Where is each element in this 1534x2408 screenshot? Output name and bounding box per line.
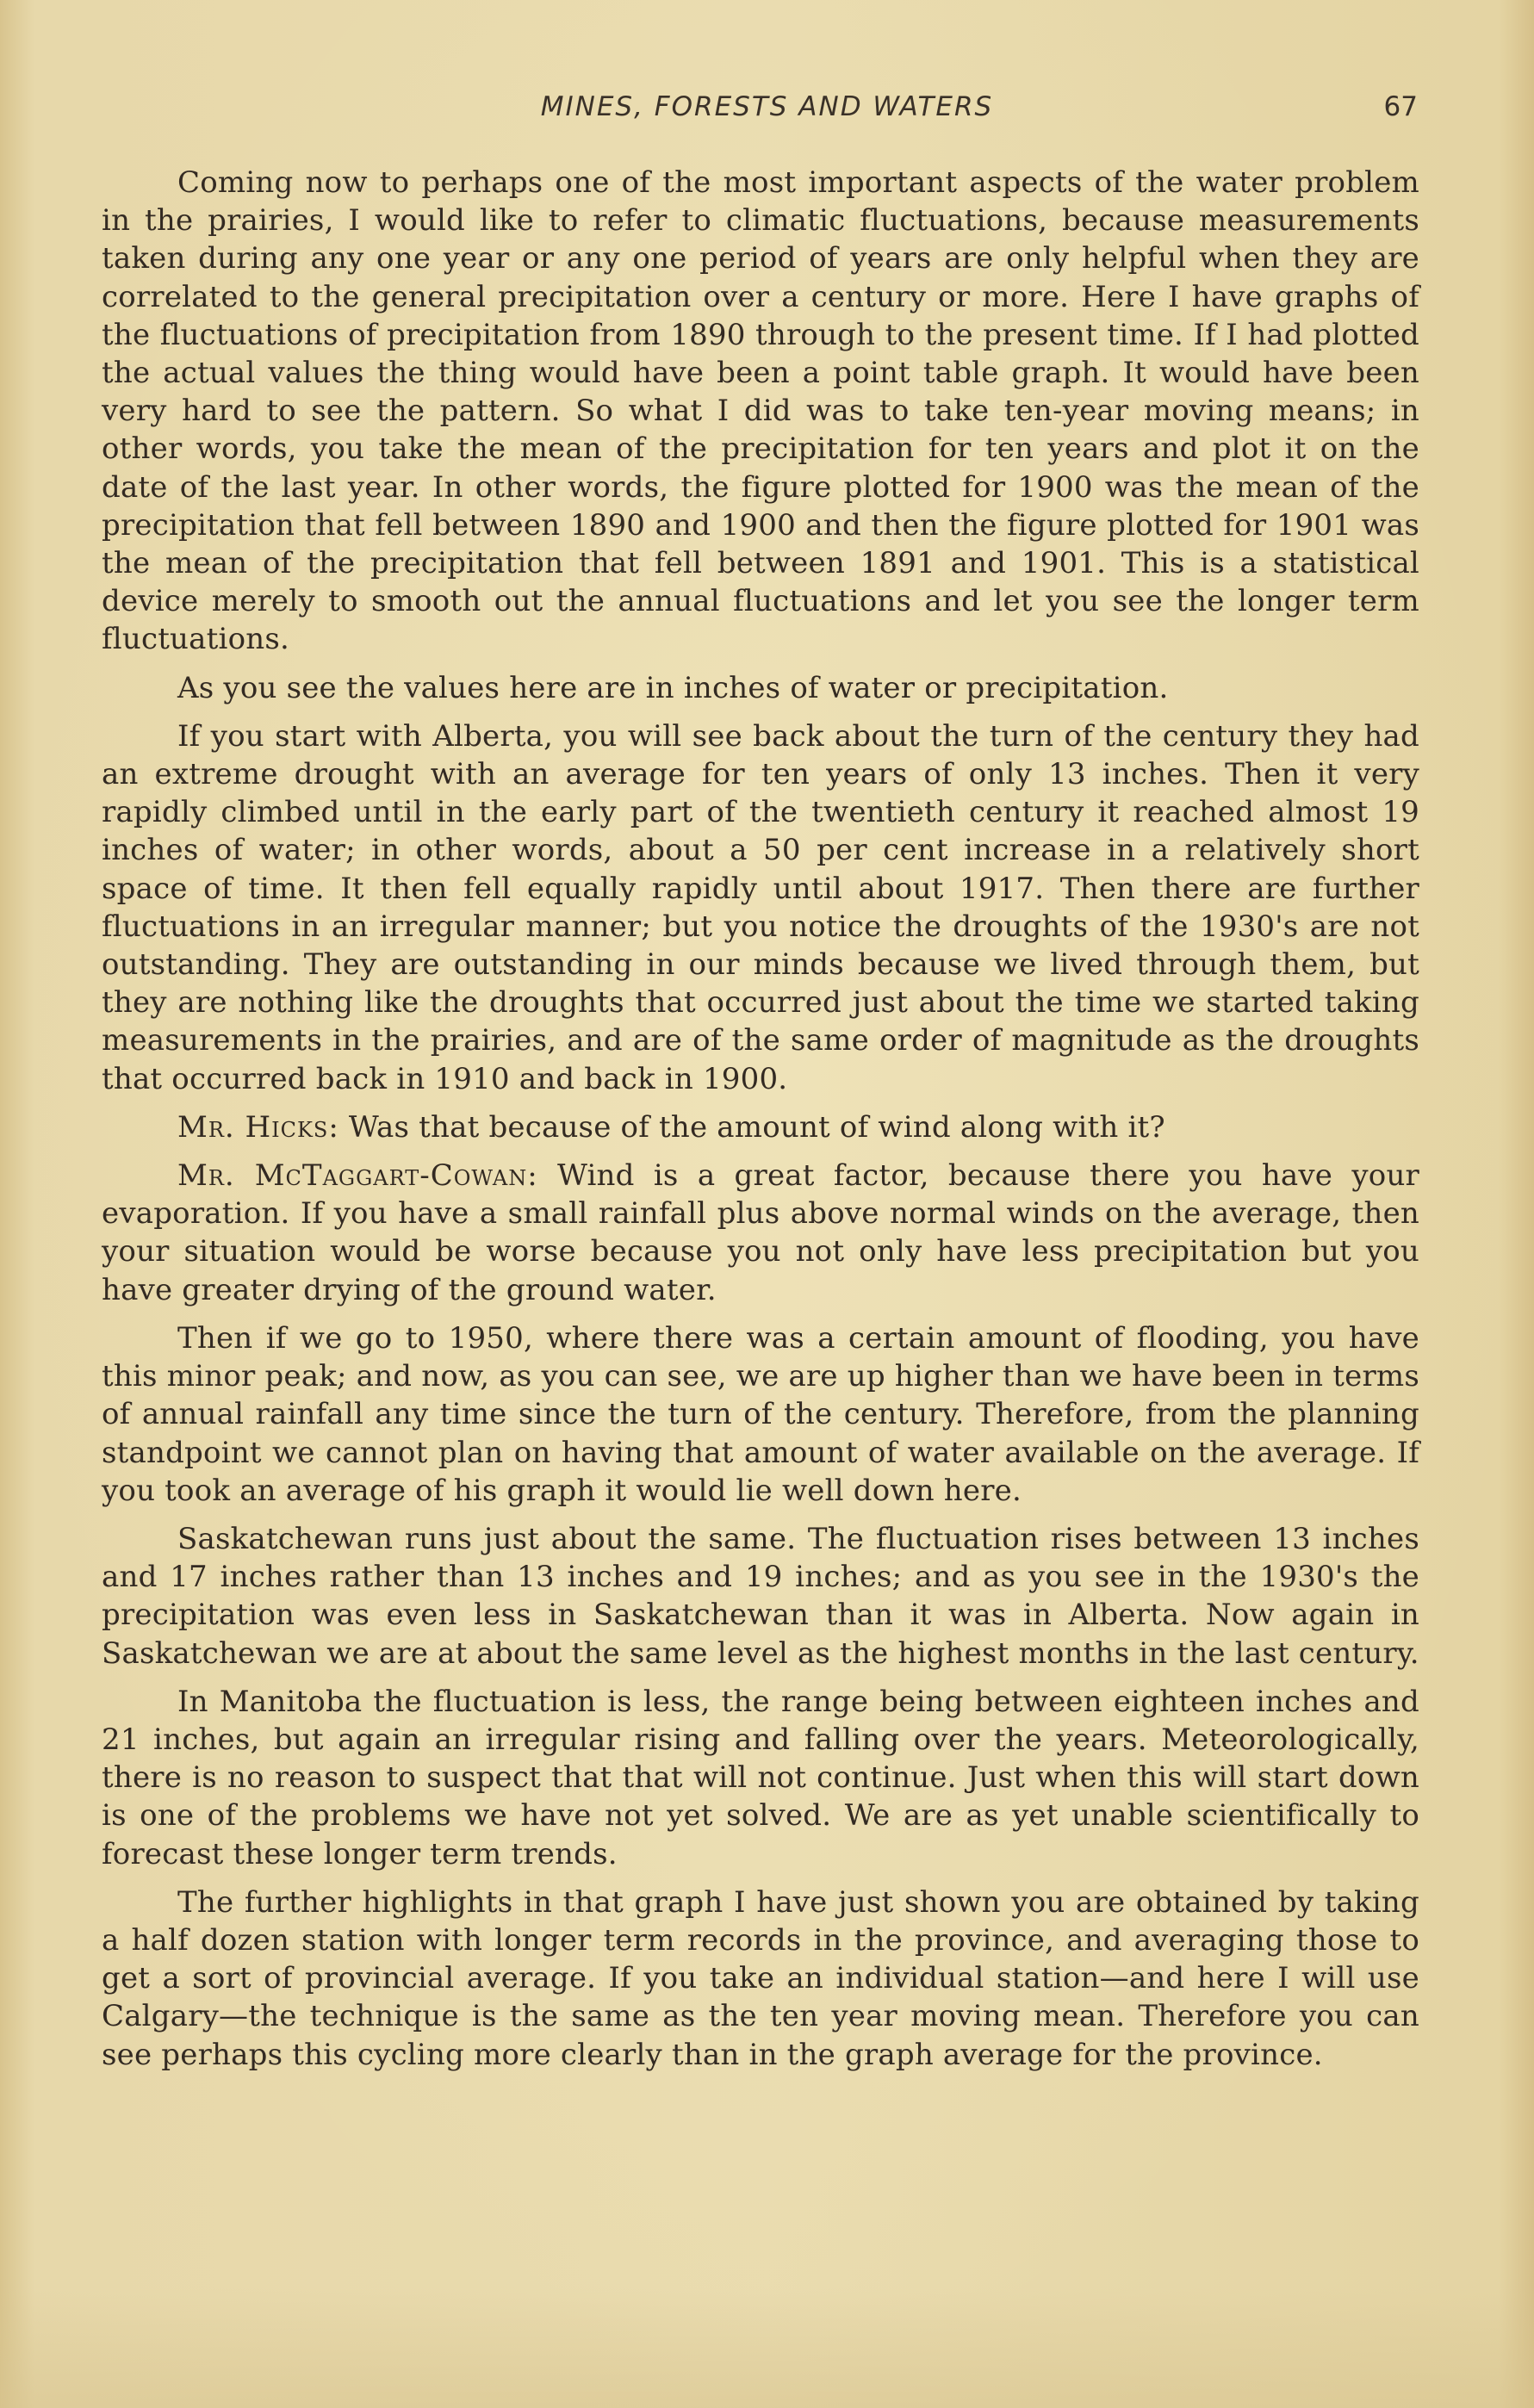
page-number: 67 <box>1383 91 1418 122</box>
speaker-hicks: Mr. Hicks: <box>177 1109 339 1145</box>
hicks-question-text: Was that because of the amount of wind along with it? <box>348 1109 1165 1145</box>
speaker-mctaggart-cowan: Mr. McTaggart-Cowan: <box>177 1158 538 1194</box>
paragraph-saskatchewan: Saskatchewan runs just about the same. The fluctuation rises between 13 inches and 17 inches rather than 13 inches and 19 inches; and as you see in the 1930's the precipitation was even less in Saskatchewan than it was in Alberta. Now again in Saskatchewan we are at about the same level as the highest months in the last century. <box>102 1521 1419 1671</box>
page-header <box>0 91 1534 129</box>
running-title: MINES, FORESTS AND WATERS <box>540 91 994 122</box>
mctaggart-cowan-answer-text: Wind is a great factor, because there you have your evaporation. If you have a small rainfall plus above normal winds on the average, then your situation would be worse because you not only have less precipitation but you have greater drying of the ground water. <box>102 1158 1419 1307</box>
paragraph-mctaggart-cowan-answer <box>102 1157 1419 1309</box>
paragraph-inches-of-water: As you see the values here are in inches of water or precipitation. <box>177 670 1169 705</box>
body-text <box>102 164 1419 2084</box>
paragraph-alberta: If you start with Alberta, you will see back about the turn of the century they had an extreme drought with an average for ten years of only 13 inches. Then it very rapidly climbed until in the early part of the twentieth century it reached almost 19 inches of water; in other words, about a 50 per cent increase in a relatively short space of time. It then fell equally rapidly until about 1917. Then there are further fluctuations in an irregular manner; but you notice the droughts of the 1930's are not outstanding. They are outstanding in our minds because we lived through them, but they are nothing like the droughts that occurred just about the time we started taking measurements in the prairies, and are of the same order of magnitude as the droughts that occurred back in 1910 and back in 1900. <box>102 718 1419 1096</box>
paragraph-manitoba: In Manitoba the fluctuation is less, the range being between eighteen inches and 21 inches, but again an irregular rising and falling over the years. Meteorologically, there is no reason to suspect that that will not continue. Just when this will start down is one of the problems we have not yet solved. We are as yet unable scientifically to forecast these longer term trends. <box>102 1684 1419 1871</box>
paragraph-1950-flooding: Then if we go to 1950, where there was a certain amount of flooding, you have this minor peak; and now, as you can see, we are up higher than we have been in terms of annual rainfall any time since the turn of the century. Therefore, from the planning standpoint we cannot plan on having that amount of water available on the average. If you took an average of his graph it would lie well down here. <box>102 1320 1419 1508</box>
paragraph-calgary-station: The further highlights in that graph I have just shown you are obtained by taking a half dozen station with longer term records in the province, and averaging those to get a sort of provincial average. If you take an individual station—and here I will use Calgary—the technique is the same as the ten year moving mean. Therefore you can see perhaps this cycling more clearly than in the graph average for the province. <box>102 1884 1419 2072</box>
paragraph-hicks-question <box>102 1108 1419 1146</box>
paragraph-climatic-fluctuations: Coming now to perhaps one of the most important aspects of the water problem in the prairies, I would like to refer to climatic fluctuations, because measurements taken during any one year or any one period of years are only helpful when they are correlated to the general precipitation over a century or more. Here I have graphs of the fluctuations of precipitation from 1890 through to the present time. If I had plotted the actual values the thing would have been a point table graph. It would have been very hard to see the pattern. So what I did was to take ten-year moving means; in other words, you take the mean of the precipitation for ten years and plot it on the date of the last year. In other words, the figure plotted for 1900 was the mean of the precipitation that fell between 1890 and 1900 and then the figure plotted for 1901 was the mean of the precipitation that fell between 1891 and 1901. This is a statistical device merely to smooth out the annual fluctuations and let you see the longer term fluctuations. <box>102 165 1419 657</box>
